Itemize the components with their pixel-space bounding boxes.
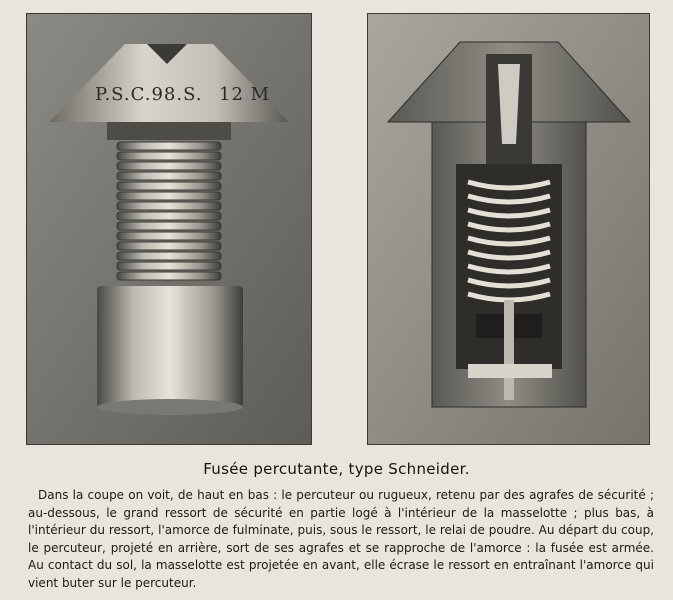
thread-ring xyxy=(117,242,221,250)
thread-ring xyxy=(117,172,221,180)
thread-ring xyxy=(117,202,221,210)
description-paragraph: Dans la coupe on voit, de haut en bas : le percuteur ou rugueux, retenu par des agrafes de sécurité ; au-dessous, le grand ressort de sécurité en partie logé à l'intérieur de la masselotte ; plus bas, à l'intérieur du ressort, l'amorce de fulminate, puis, sous le ressort, le relai de poudre. Au départ du coup, le percuteur, projeté en arrière, sort de ses agrafes et se rapproche de l'amorce : la fusée est armée. Au contact du sol, la masselotte est projetée en avant, elle écrase le ressort en entraînant l'amorce qui vient buter sur le percuteur. xyxy=(28,488,654,590)
engraving-text: P.S.C.98.S. xyxy=(95,84,203,105)
thread-ring xyxy=(117,222,221,230)
thread-ring xyxy=(117,152,221,160)
fuze-cross-section-photo xyxy=(367,13,650,445)
thread-ring xyxy=(117,162,221,170)
fuze-exterior-photo xyxy=(26,13,312,445)
thread-ring xyxy=(117,142,221,150)
thread-ring xyxy=(117,212,221,220)
thread-ring xyxy=(117,262,221,270)
thread-ring xyxy=(117,192,221,200)
thread-ring xyxy=(117,272,221,280)
thread-ring xyxy=(117,252,221,260)
thread-ring xyxy=(117,232,221,240)
engraving-text-2: 12 M xyxy=(219,84,271,105)
thread-ring xyxy=(117,182,221,190)
figure-caption: Fusée percutante, type Schneider. xyxy=(203,460,470,478)
